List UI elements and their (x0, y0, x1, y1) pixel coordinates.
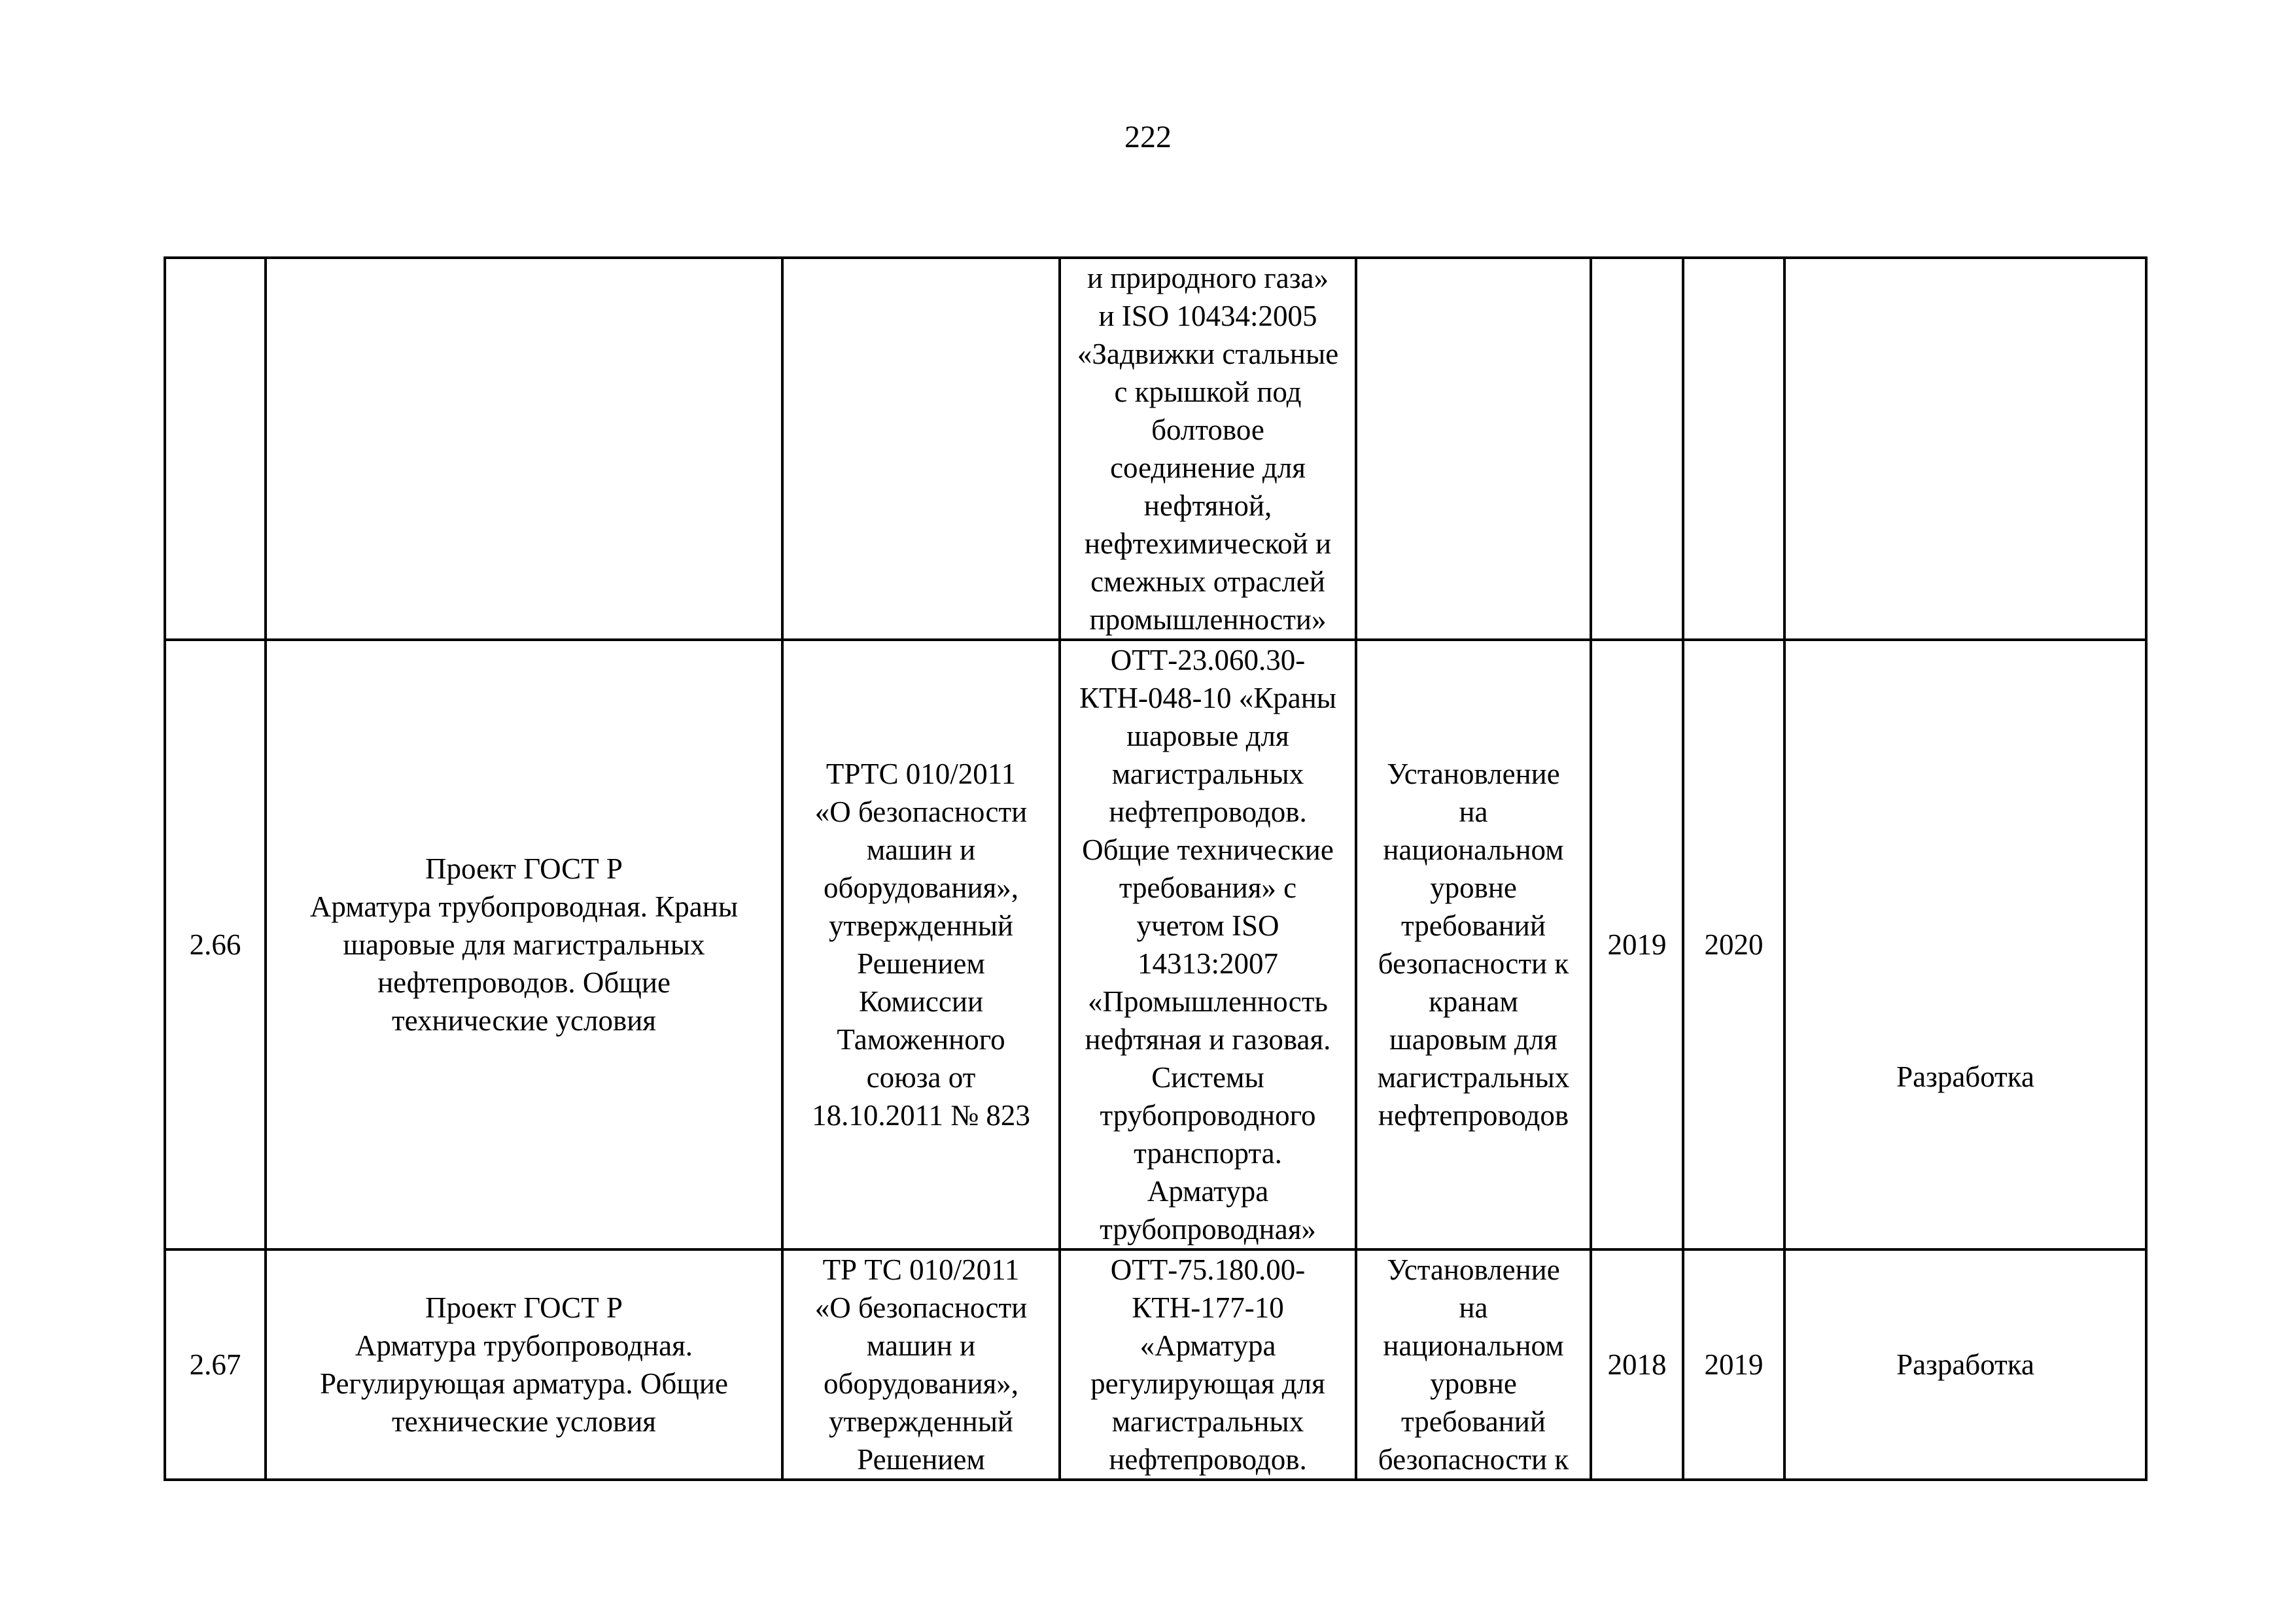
table-row (165, 258, 2146, 640)
table-row (165, 1249, 2146, 1480)
page-number: 222 (1124, 120, 1172, 154)
goal-cell (1356, 258, 1591, 640)
goal-cell: Установление на национальном уровне требований безопасности к (1356, 1249, 1591, 1480)
start-year-cell: 2018 (1591, 1249, 1683, 1480)
start-year-cell (1591, 258, 1683, 640)
end-year-cell: 2020 (1683, 640, 1784, 1249)
table-row (165, 640, 2146, 1249)
stage-cell (1784, 258, 2146, 640)
regulation-cell: ТРТС 010/2011 «О безопасности машин и оборудования», утвержденный Решением Комиссии Таможенного союза от 18.10.2011 № 823 (782, 640, 1060, 1249)
row-number-cell: 2.67 (165, 1249, 266, 1480)
regulation-cell (782, 258, 1060, 640)
row-number-cell (165, 258, 266, 640)
basis-cell: ОТТ-75.180.00- КТН-177-10 «Арматура регулирующая для магистральных нефтепроводов. (1060, 1249, 1356, 1480)
stage-cell: Разработка (1784, 1249, 2146, 1480)
regulation-cell: ТР ТС 010/2011 «О безопасности машин и оборудования», утвержденный Решением (782, 1249, 1060, 1480)
title-cell (266, 258, 782, 640)
end-year-cell: 2019 (1683, 1249, 1784, 1480)
standards-table (164, 256, 2148, 1481)
stage-cell: Разработка (1784, 640, 2146, 1249)
row-number-cell: 2.66 (165, 640, 266, 1249)
title-cell: Проект ГОСТ Р Арматура трубопроводная. Регулирующая арматура. Общие технические условия (266, 1249, 782, 1480)
basis-cell: и природного газа» и ISO 10434:2005 «Задвижки стальные с крышкой под болтовое соединение для нефтяной, нефтехимической и смежных отраслей промышленности» (1060, 258, 1356, 640)
end-year-cell (1683, 258, 1784, 640)
start-year-cell: 2019 (1591, 640, 1683, 1249)
basis-cell: ОТТ-23.060.30- КТН-048-10 «Краны шаровые для магистральных нефтепроводов. Общие технические требования» с учетом ISO 14313:2007 «Промышленность нефтяная и газовая. Системы трубопроводного транспорта. Арматура трубопроводная» (1060, 640, 1356, 1249)
title-cell: Проект ГОСТ Р Арматура трубопроводная. Краны шаровые для магистральных нефтепроводов. Общие технические условия (266, 640, 782, 1249)
goal-cell: Установление на национальном уровне требований безопасности к кранам шаровым для магистральных нефтепроводов (1356, 640, 1591, 1249)
